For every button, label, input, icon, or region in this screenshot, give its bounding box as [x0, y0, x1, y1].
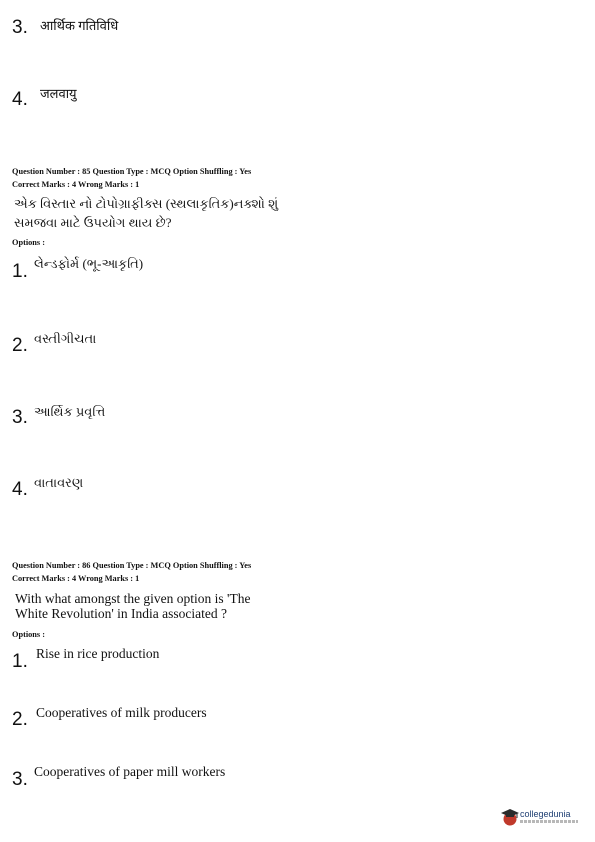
question-text-86-line1: With what amongst the given option is 'The	[15, 591, 251, 606]
option-number: 1.	[12, 261, 28, 282]
options-label-86: Options :	[12, 630, 45, 639]
option-text: आर्थिक गतिविधि	[40, 18, 119, 33]
question-meta-85: Question Number : 85 Question Type : MCQ Option Shuffling : Yes	[12, 167, 252, 176]
question-meta-86: Question Number : 86 Question Type : MCQ Option Shuffling : Yes	[12, 561, 252, 570]
option-text: Cooperatives of milk producers	[36, 705, 207, 720]
option-number: 3.	[12, 769, 28, 790]
option-text: વસ્તીગીચતા	[34, 331, 97, 346]
graduation-cap-icon	[500, 807, 520, 827]
option-number: 4.	[12, 89, 28, 110]
logo-text: collegedunia	[520, 809, 571, 819]
option-text: આર્થિક પ્રવૃત્તિ	[34, 404, 106, 419]
options-label-85: Options :	[12, 238, 45, 247]
marks-meta-85: Correct Marks : 4 Wrong Marks : 1	[12, 180, 140, 189]
option-text: Cooperatives of paper mill workers	[34, 764, 226, 779]
option-number: 2.	[12, 709, 28, 730]
option-number: 3.	[12, 407, 28, 428]
option-number: 2.	[12, 335, 28, 356]
marks-meta-86: Correct Marks : 4 Wrong Marks : 1	[12, 574, 140, 583]
question-text-86-line2: White Revolution' in India associated ?	[15, 606, 227, 621]
option-number: 1.	[12, 651, 28, 672]
option-text: Rise in rice production	[36, 646, 160, 661]
question-text-85-line2: સમજવા માટે ઉપયોગ થાય છે?	[14, 215, 172, 230]
option-text: લેન્ડફોર્મ (ભૂ-આકૃતિ)	[34, 256, 144, 271]
collegedunia-logo	[500, 806, 582, 828]
option-text: जलवायु	[40, 86, 77, 101]
option-number: 4.	[12, 479, 28, 500]
option-number: 3.	[12, 17, 28, 38]
logo-tagline	[520, 820, 578, 823]
question-text-85-line1: એક વિસ્તાર નો ટોપોગ્રાફીક્સ (સ્થલાકૃતિક)નક્શો શું	[14, 196, 279, 211]
option-text: વાતાવરણ	[34, 475, 84, 490]
